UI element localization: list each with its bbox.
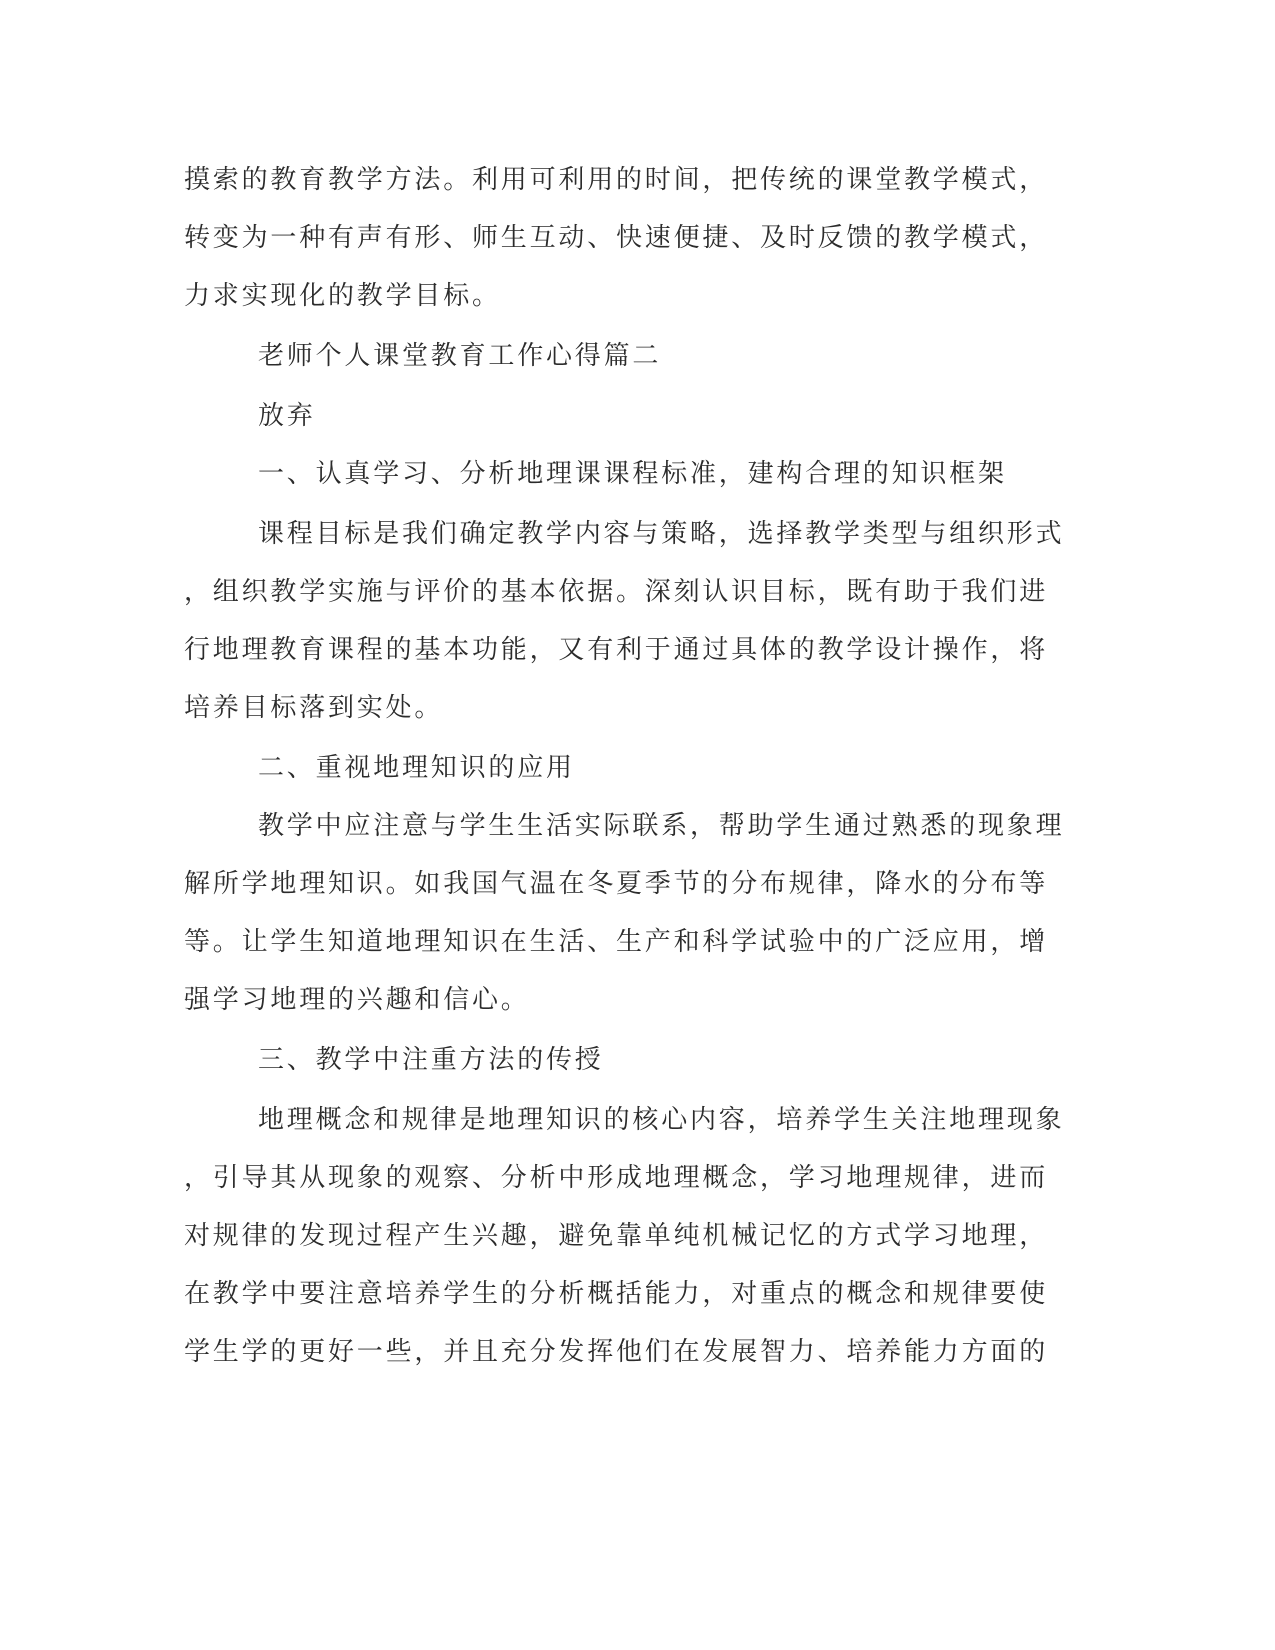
text-line: 等。让学生知道地理知识在生活、生产和科学试验中的广泛应用，增 — [184, 927, 1049, 957]
text-line: 行地理教育课程的基本功能，又有利于通过具体的教学设计操作，将 — [184, 635, 1049, 665]
text-line: 放弃 — [258, 401, 316, 431]
text-line: 转变为一种有声有形、师生互动、快速便捷、及时反馈的教学模式， — [184, 223, 1049, 253]
text-line: ，组织教学实施与评价的基本依据。深刻认识目标，既有助于我们进 — [184, 577, 1049, 607]
text-line: 地理概念和规律是地理知识的核心内容，培养学生关注地理现象 — [258, 1105, 1065, 1135]
section-title: 老师个人课堂教育工作心得篇二 — [258, 341, 662, 371]
text-line: 学生学的更好一些，并且充分发挥他们在发展智力、培养能力方面的 — [184, 1337, 1049, 1367]
section-heading: 三、教学中注重方法的传授 — [258, 1045, 604, 1075]
text-line: 对规律的发现过程产生兴趣，避免靠单纯机械记忆的方式学习地理， — [184, 1221, 1049, 1251]
text-line: 摸索的教育教学方法。利用可利用的时间，把传统的课堂教学模式， — [184, 165, 1049, 195]
text-line: ，引导其从现象的观察、分析中形成地理概念，学习地理规律，进而 — [184, 1163, 1049, 1193]
text-line: 解所学地理知识。如我国气温在冬夏季节的分布规律，降水的分布等 — [184, 869, 1049, 899]
text-line: 强学习地理的兴趣和信心。 — [184, 985, 530, 1015]
text-line: 教学中应注意与学生生活实际联系，帮助学生通过熟悉的现象理 — [258, 811, 1065, 841]
text-line: 在教学中要注意培养学生的分析概括能力，对重点的概念和规律要使 — [184, 1279, 1049, 1309]
text-line: 力求实现化的教学目标。 — [184, 281, 501, 311]
text-line: 培养目标落到实处。 — [184, 693, 444, 723]
section-heading: 二、重视地理知识的应用 — [258, 753, 575, 783]
text-line: 课程目标是我们确定教学内容与策略，选择教学类型与组织形式 — [258, 519, 1065, 549]
section-heading: 一、认真学习、分析地理课课程标准，建构合理的知识框架 — [258, 459, 1007, 489]
